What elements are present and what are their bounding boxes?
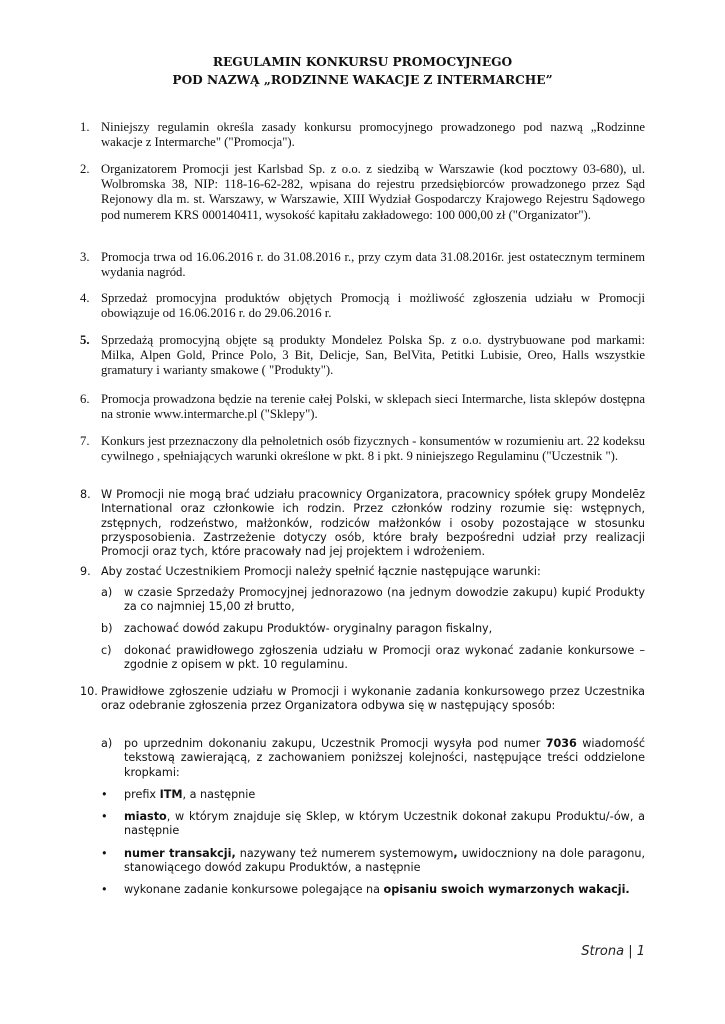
list-item-9 xyxy=(80,565,645,579)
bullet-prefix xyxy=(101,788,645,802)
item-text: Niniejszy regulamin określa zasady konkursu promocyjnego prowadzonego pod nazwą „Rodzinne wakacje z Intermarche" ("Promocja"). xyxy=(101,120,645,150)
bullet-task xyxy=(101,883,645,897)
item-text: Promocja trwa od 16.06.2016 r. do 31.08.2016 r., przy czym data 31.08.2016r. jest ostatecznym terminem wydania nagród. xyxy=(101,250,645,280)
item-number: 4. xyxy=(80,291,90,305)
bullet-text-part: prefix xyxy=(124,788,160,801)
bullet-text-part: wykonane zadanie konkursowe polegające na xyxy=(124,883,384,896)
sub-item-text: dokonać prawidłowego zgłoszenia udziału w Promocji oraz wykonać zadanie konkursowe – zgodnie z opisem w pkt. 10 regulaminu. xyxy=(124,644,645,672)
sub-item-label: b) xyxy=(101,622,113,635)
bullet-text-part: nazywany też numerem systemowym xyxy=(235,847,454,860)
item-text: W Promocji nie mogą brać udziału pracownicy Organizatora, pracownicy spółek grupy Mondelēz International oraz członkowie ich rodzin. Przez członków rodziny rozumie się: wstępnych, zstępnych, rodzeństwo, małżonków, rodziców małżonków i osoby pozostające w stosunku przysposobienia. Zastrzeżenie dotyczy osób, które brały bezpośredni udział przy realizacji Promocji oraz tych, które pracowały nad jej projektem i wdrożeniem. xyxy=(101,488,645,559)
list-item-7 xyxy=(80,434,645,464)
item-text: Sprzedaż promocyjna produktów objętych Promocją i możliwość zgłoszenia udziału w Promocji obowiązuje od 16.06.2016 r. do 29.06.2016 r. xyxy=(101,291,645,321)
sub-item-label: a) xyxy=(101,737,113,750)
item-number: 3. xyxy=(80,250,90,264)
sub-item-label: c) xyxy=(101,644,112,657)
sub-item-9a xyxy=(101,586,645,615)
item-text: Aby zostać Uczestnikiem Promocji należy spełnić łącznie następujące warunki: xyxy=(101,565,541,578)
list-item-3 xyxy=(80,250,645,280)
sub-item-text-before: po uprzednim dokonaniu zakupu, Uczestnik Promocji wysyła pod numer xyxy=(124,737,546,750)
bullet-icon: • xyxy=(101,883,108,896)
list-item-6 xyxy=(80,392,645,422)
list-item-4 xyxy=(80,291,645,321)
bullet-city xyxy=(101,810,645,839)
title-line-1: REGULAMIN KONKURSU PROMOCYJNEGO xyxy=(212,55,513,69)
bullet-text-part: , w którym znajduje się Sklep, w którym Uczestnik dokonał zakupu Produktu/-ów, a następnie xyxy=(124,810,645,838)
sub-item-label: a) xyxy=(101,586,113,599)
sub-item-9c xyxy=(101,644,645,673)
item-text: Organizatorem Promocji jest Karlsbad Sp. z o.o. z siedzibą w Warszawie (kod pocztowy 03-680), ul. Wolbromska 38, NIP: 118-16-62-282, wpisana do rejestru przedsiębiorców prowadzonego przez Sąd Rejonowy dla m. st. Warszawy, w Warszawie, XIII Wydział Gospodarczy Krajowego Rejestru Sądowego pod numerem KRS 000140411, wysokość kapitału zakładowego: 100 000,00 zł ("Organizator"). xyxy=(101,162,645,222)
sub-item-10a xyxy=(101,737,645,780)
bullet-icon: • xyxy=(101,810,108,823)
list-item-5 xyxy=(80,333,645,379)
sub-item-text: w czasie Sprzedaży Promocyjnej jednorazowo (na jednym dowodzie zakupu) kupić Produkty za co najmniej 15,00 zł brutto, xyxy=(124,586,645,614)
list-item-8 xyxy=(80,488,645,559)
item-text: Konkurs jest przeznaczony dla pełnoletnich osób fizycznych - konsumentów w rozumieniu art. 22 kodeksu cywilnego , spełniających warunki określone w pkt. 8 i pkt. 9 niniejszego Regulaminu ("Uczestnik "). xyxy=(101,434,646,464)
item-number: 7. xyxy=(80,434,90,448)
title-line-2: POD NAZWĄ „RODZINNE WAKACJE Z INTERMARCHE” xyxy=(172,73,553,87)
bullet-text-part: , a następnie xyxy=(182,788,256,801)
list-item-2 xyxy=(80,162,645,223)
bullet-text-part: uwidoczniony na dole paragonu, stanowiącego dowód zakupu Produktów, a następnie xyxy=(124,847,646,875)
item-text: Promocja prowadzona będzie na terenie całej Polski, w sklepach sieci Intermarche, lista sklepów dostępna na stronie www.intermarche.pl ("Sklepy"). xyxy=(101,392,645,422)
item-number: 8. xyxy=(80,488,91,501)
item-number: 9. xyxy=(80,565,91,578)
bullet-bold: , xyxy=(453,847,458,860)
item-number: 1. xyxy=(80,120,90,134)
bullet-bold: opisaniu swoich wymarzonych wakacji. xyxy=(383,883,630,896)
bullet-text xyxy=(124,847,645,876)
bullet-icon: • xyxy=(101,788,108,801)
item-text: Sprzedażą promocyjną objęte są produkty Mondelez Polska Sp. z o.o. dystrybuowane pod markami: Milka, Alpen Gold, Prince Polo, 3 Bit, Delicje, San, BelVita, Petitki Lubisie, Oreo, Halls wszystkie gramatury i warianty smakowe ( "Produkty"). xyxy=(101,333,645,378)
item-number: 5. xyxy=(80,333,90,347)
bullet-bold: numer transakcji, xyxy=(124,847,236,860)
sub-item-9b xyxy=(101,622,645,636)
sub-item-text-after: wiadomość tekstową zawierającą, z zachowaniem poniższej kolejności, następujące treści oddzielone kropkami: xyxy=(124,737,645,779)
list-item-10 xyxy=(80,685,645,714)
bullet-icon: • xyxy=(101,847,108,860)
page-footer: Strona | 1 xyxy=(581,944,645,959)
bullet-transaction xyxy=(101,847,645,876)
bullet-bold: miasto xyxy=(124,810,167,823)
bullet-text xyxy=(124,883,645,897)
item-number: 2. xyxy=(80,162,90,176)
list-item-1 xyxy=(80,120,645,150)
sms-number: 7036 xyxy=(545,737,577,750)
sub-item-text: zachować dowód zakupu Produktów- oryginalny paragon fiskalny, xyxy=(124,622,493,635)
item-text: Prawidłowe zgłoszenie udziału w Promocji i wykonanie zadania konkursowego przez Uczestnika oraz odebranie zgłoszenia przez Organizatora odbywa się w następujący sposób: xyxy=(101,685,645,713)
bullet-text xyxy=(124,810,645,839)
item-number: 6. xyxy=(80,392,90,406)
item-number: 10. xyxy=(80,685,98,698)
bullet-text xyxy=(124,788,645,802)
bullet-bold: ITM xyxy=(159,788,183,801)
sub-item-text xyxy=(124,737,645,780)
